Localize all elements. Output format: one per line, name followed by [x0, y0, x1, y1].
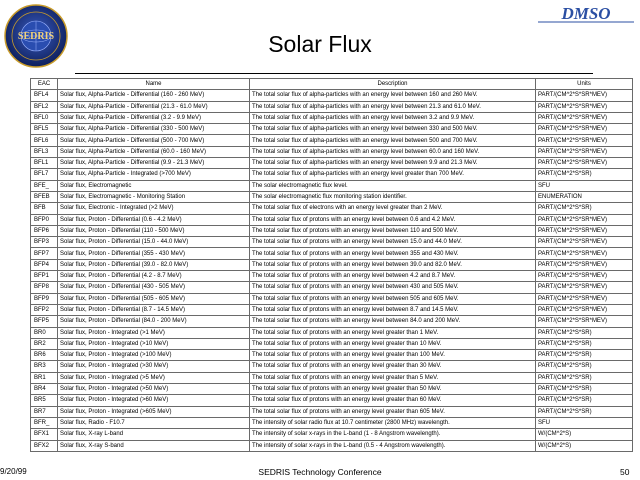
cell-units: PART/(CM^2*S*SR*MEV) — [536, 316, 633, 327]
cell-name: Solar flux, Alpha-Particle - Differential (60.0 - 160 MeV) — [58, 146, 250, 157]
cell-name: Solar flux, Alpha-Particle - Differential (3.2 - 9.9 MeV) — [58, 112, 250, 123]
cell-units: PART/(CM^2*S*SR) — [536, 203, 633, 214]
cell-name: Solar flux, Proton - Differential (84.0 - 200 MeV) — [58, 316, 250, 327]
cell-description: The total solar flux of protons with an energy level between 39.0 and 82.0 MeV. — [250, 259, 536, 270]
cell-units: PART/(CM^2*S*SR*MEV) — [536, 124, 633, 135]
cell-units: PART/(CM^2*S*SR*MEV) — [536, 101, 633, 112]
cell-eac: BFX1 — [31, 429, 58, 440]
cell-description: The total solar flux of protons with an energy level greater than 60 MeV. — [250, 395, 536, 406]
cell-name: Solar flux, Electromagnetic - Monitoring Station — [58, 191, 250, 202]
cell-eac: BFL1 — [31, 158, 58, 169]
table-row — [31, 327, 633, 338]
cell-eac: BR6 — [31, 350, 58, 361]
table-row — [31, 406, 633, 417]
cell-units: PART/(CM^2*S*SR*MEV) — [536, 271, 633, 282]
column-header-description: Description — [250, 79, 536, 90]
column-header-eac: EAC — [31, 79, 58, 90]
cell-eac: BR1 — [31, 372, 58, 383]
cell-eac: BR2 — [31, 338, 58, 349]
cell-units: PART/(CM^2*S*SR*MEV) — [536, 304, 633, 315]
cell-description: The intensity of solar x-rays in the L-band (0.5 - 4 Angstrom wavelength). — [250, 440, 536, 451]
cell-units: PART/(CM^2*S*SR) — [536, 372, 633, 383]
cell-description: The total solar flux of protons with an energy level between 8.7 and 14.5 MeV. — [250, 304, 536, 315]
cell-units: SFU — [536, 180, 633, 191]
cell-eac: BR4 — [31, 384, 58, 395]
cell-name: Solar flux, Proton - Differential (355 - 430 MeV) — [58, 248, 250, 259]
cell-description: The total solar flux of protons with an energy level greater than 5 MeV. — [250, 372, 536, 383]
cell-name: Solar flux, Proton - Integrated (>1 MeV) — [58, 327, 250, 338]
cell-description: The total solar flux of alpha-particles with an energy level between 500 and 700 MeV. — [250, 135, 536, 146]
cell-name: Solar flux, Proton - Differential (505 - 605 MeV) — [58, 293, 250, 304]
table-row — [31, 101, 633, 112]
cell-name: Solar flux, Proton - Integrated (>100 MeV) — [58, 350, 250, 361]
footer-conference: SEDRIS Technology Conference — [258, 467, 382, 477]
cell-units: PART/(CM^2*S*SR) — [536, 384, 633, 395]
cell-description: The total solar flux of alpha-particles with an energy level between 160 and 260 MeV. — [250, 90, 536, 101]
cell-name: Solar flux, Alpha-Particle - Differential (21.3 - 61.0 MeV) — [58, 101, 250, 112]
cell-units: PART/(CM^2*S*SR) — [536, 395, 633, 406]
cell-eac: BFP6 — [31, 225, 58, 236]
cell-units: PART/(CM^2*S*SR*MEV) — [536, 282, 633, 293]
cell-name: Solar flux, X-ray S-band — [58, 440, 250, 451]
footer-page-number: 50 — [620, 467, 630, 477]
cell-units: PART/(CM^2*S*SR) — [536, 350, 633, 361]
cell-eac: BFP5 — [31, 316, 58, 327]
column-header-units: Units — [536, 79, 633, 90]
cell-eac: BFP9 — [31, 293, 58, 304]
cell-eac: BFP2 — [31, 304, 58, 315]
table-body — [31, 90, 633, 452]
column-header-name: Name — [58, 79, 250, 90]
cell-description: The total solar flux of protons with an energy level greater than 100 MeV. — [250, 350, 536, 361]
cell-units: PART/(CM^2*S*SR*MEV) — [536, 90, 633, 101]
cell-eac: BFEB — [31, 191, 58, 202]
cell-description: The total solar flux of electrons with an energy level greater than 2 MeV. — [250, 203, 536, 214]
cell-units: PART/(CM^2*S*SR*MEV) — [536, 293, 633, 304]
cell-name: Solar flux, Proton - Differential (15.0 - 44.0 MeV) — [58, 237, 250, 248]
cell-name: Solar flux, Electronic - Integrated (>2 MeV) — [58, 203, 250, 214]
cell-description: The total solar flux of protons with an energy level between 0.6 and 4.2 MeV. — [250, 214, 536, 225]
cell-units: PART/(CM^2*S*SR) — [536, 327, 633, 338]
table-row — [31, 112, 633, 123]
cell-description: The total solar flux of alpha-particles with an energy level between 9.9 and 21.3 MeV. — [250, 158, 536, 169]
cell-units: PART/(CM^2*S*SR*MEV) — [536, 112, 633, 123]
cell-name: Solar flux, Alpha-Particle - Differential (9.9 - 21.3 MeV) — [58, 158, 250, 169]
cell-eac: BFR_ — [31, 417, 58, 428]
cell-description: The total solar flux of protons with an energy level greater than 1 MeV. — [250, 327, 536, 338]
cell-eac: BFL0 — [31, 112, 58, 123]
cell-units: PART/(CM^2*S*SR*MEV) — [536, 214, 633, 225]
table-row — [31, 271, 633, 282]
cell-name: Solar flux, Proton - Integrated (>605 MeV) — [58, 406, 250, 417]
cell-description: The total solar flux of protons with an energy level greater than 30 MeV. — [250, 361, 536, 372]
cell-description: The total solar flux of alpha-particles with an energy level between 60.0 and 160 MeV. — [250, 146, 536, 157]
cell-eac: BFL6 — [31, 135, 58, 146]
cell-eac: BFL7 — [31, 169, 58, 180]
cell-description: The total solar flux of alpha-particles with an energy level between 3.2 and 9.9 MeV. — [250, 112, 536, 123]
dmso-logo — [538, 3, 634, 25]
cell-description: The total solar flux of alpha-particles with an energy level between 21.3 and 61.0 MeV. — [250, 101, 536, 112]
cell-description: The total solar flux of protons with an energy level between 15.0 and 44.0 MeV. — [250, 237, 536, 248]
cell-eac: BR5 — [31, 395, 58, 406]
table-row — [31, 214, 633, 225]
cell-eac: BR7 — [31, 406, 58, 417]
cell-description: The total solar flux of protons with an energy level between 4.2 and 8.7 MeV. — [250, 271, 536, 282]
table-row — [31, 395, 633, 406]
cell-name: Solar flux, Proton - Differential (39.0 - 82.0 MeV) — [58, 259, 250, 270]
cell-eac: BFP3 — [31, 237, 58, 248]
cell-eac: BFL3 — [31, 146, 58, 157]
cell-units: SFU — [536, 417, 633, 428]
solar-flux-table-container — [30, 78, 632, 452]
table-row — [31, 237, 633, 248]
cell-units: PART/(CM^2*S*SR) — [536, 361, 633, 372]
table-row — [31, 146, 633, 157]
table-header-row — [31, 79, 633, 90]
sedris-logo-text: SEDRIS — [17, 31, 55, 42]
cell-description: The total solar flux of protons with an energy level greater than 50 MeV. — [250, 384, 536, 395]
cell-description: The solar electromagnetic flux monitoring station identifier. — [250, 191, 536, 202]
cell-name: Solar flux, Alpha-Particle - Differential (500 - 700 MeV) — [58, 135, 250, 146]
table-row — [31, 248, 633, 259]
cell-description: The intensity of solar radio flux at 10.7 centimeter (2800 MHz) wavelength. — [250, 417, 536, 428]
table-row — [31, 90, 633, 101]
cell-eac: BFL2 — [31, 101, 58, 112]
cell-description: The total solar flux of alpha-particles with an energy level greater than 700 MeV. — [250, 169, 536, 180]
cell-eac: BFP4 — [31, 259, 58, 270]
cell-eac: BR3 — [31, 361, 58, 372]
table-row — [31, 440, 633, 451]
cell-eac: BFL4 — [31, 90, 58, 101]
cell-units: PART/(CM^2*S*SR*MEV) — [536, 146, 633, 157]
cell-units: PART/(CM^2*S*SR*MEV) — [536, 248, 633, 259]
cell-name: Solar flux, Alpha-Particle - Integrated (>700 MeV) — [58, 169, 250, 180]
table-row — [31, 429, 633, 440]
cell-eac: BFP1 — [31, 271, 58, 282]
cell-units: W/(CM^2*S) — [536, 429, 633, 440]
cell-eac: BFX2 — [31, 440, 58, 451]
table-row — [31, 135, 633, 146]
cell-description: The total solar flux of protons with an energy level between 505 and 605 MeV. — [250, 293, 536, 304]
cell-name: Solar flux, Proton - Differential (430 - 505 MeV) — [58, 282, 250, 293]
table-row — [31, 169, 633, 180]
cell-description: The total solar flux of protons with an energy level between 430 and 505 MeV. — [250, 282, 536, 293]
cell-name: Solar flux, X-ray L-band — [58, 429, 250, 440]
table-row — [31, 124, 633, 135]
cell-eac: BFP0 — [31, 214, 58, 225]
cell-description: The solar electromagnetic flux level. — [250, 180, 536, 191]
cell-units: PART/(CM^2*S*SR*MEV) — [536, 225, 633, 236]
table-row — [31, 158, 633, 169]
cell-name: Solar flux, Proton - Differential (4.2 - 8.7 MeV) — [58, 271, 250, 282]
table-row — [31, 203, 633, 214]
table-row — [31, 372, 633, 383]
cell-description: The total solar flux of protons with an energy level greater than 605 MeV. — [250, 406, 536, 417]
cell-units: PART/(CM^2*S*SR*MEV) — [536, 135, 633, 146]
cell-units: W/(CM^2*S) — [536, 440, 633, 451]
cell-units: PART/(CM^2*S*SR) — [536, 169, 633, 180]
cell-description: The total solar flux of protons with an energy level between 84.0 and 200 MeV. — [250, 316, 536, 327]
cell-description: The total solar flux of protons with an energy level greater than 10 MeV. — [250, 338, 536, 349]
cell-name: Solar flux, Alpha-Particle - Differential (160 - 260 MeV) — [58, 90, 250, 101]
cell-eac: BR0 — [31, 327, 58, 338]
table-row — [31, 293, 633, 304]
cell-description: The intensity of solar x-rays in the L-band (1 - 8 Angstrom wavelength). — [250, 429, 536, 440]
cell-name: Solar flux, Electromagnetic — [58, 180, 250, 191]
table-row — [31, 191, 633, 202]
table-row — [31, 259, 633, 270]
cell-name: Solar flux, Proton - Integrated (>60 MeV) — [58, 395, 250, 406]
solar-flux-table — [30, 78, 633, 452]
cell-units: PART/(CM^2*S*SR*MEV) — [536, 259, 633, 270]
cell-name: Solar flux, Proton - Integrated (>50 MeV) — [58, 384, 250, 395]
cell-units: PART/(CM^2*S*SR) — [536, 406, 633, 417]
cell-eac: BFB — [31, 203, 58, 214]
table-row — [31, 304, 633, 315]
cell-name: Solar flux, Radio - F10.7 — [58, 417, 250, 428]
cell-eac: BFE_ — [31, 180, 58, 191]
cell-description: The total solar flux of protons with an energy level between 110 and 500 MeV. — [250, 225, 536, 236]
dmso-logo-text: DMSO — [561, 4, 611, 23]
footer-date: 9/20/99 — [0, 467, 27, 476]
table-row — [31, 225, 633, 236]
title-divider — [75, 73, 593, 74]
cell-description: The total solar flux of alpha-particles with an energy level between 330 and 500 MeV. — [250, 124, 536, 135]
cell-name: Solar flux, Proton - Differential (8.7 - 14.5 MeV) — [58, 304, 250, 315]
page-title: Solar Flux — [268, 31, 372, 57]
cell-eac: BFP8 — [31, 282, 58, 293]
cell-name: Solar flux, Proton - Differential (110 - 500 MeV) — [58, 225, 250, 236]
table-row — [31, 180, 633, 191]
table-row — [31, 316, 633, 327]
cell-name: Solar flux, Proton - Integrated (>5 MeV) — [58, 372, 250, 383]
cell-eac: BFL5 — [31, 124, 58, 135]
cell-units: PART/(CM^2*S*SR*MEV) — [536, 158, 633, 169]
cell-name: Solar flux, Proton - Differential (0.6 - 4.2 MeV) — [58, 214, 250, 225]
cell-eac: BFP7 — [31, 248, 58, 259]
cell-units: ENUMERATION — [536, 191, 633, 202]
table-row — [31, 338, 633, 349]
table-row — [31, 384, 633, 395]
cell-units: PART/(CM^2*S*SR*MEV) — [536, 237, 633, 248]
cell-name: Solar flux, Alpha-Particle - Differential (330 - 500 MeV) — [58, 124, 250, 135]
cell-name: Solar flux, Proton - Integrated (>10 MeV) — [58, 338, 250, 349]
cell-name: Solar flux, Proton - Integrated (>30 MeV) — [58, 361, 250, 372]
table-row — [31, 282, 633, 293]
table-row — [31, 350, 633, 361]
table-row — [31, 361, 633, 372]
cell-description: The total solar flux of protons with an energy level between 355 and 430 MeV. — [250, 248, 536, 259]
cell-units: PART/(CM^2*S*SR) — [536, 338, 633, 349]
table-row — [31, 417, 633, 428]
